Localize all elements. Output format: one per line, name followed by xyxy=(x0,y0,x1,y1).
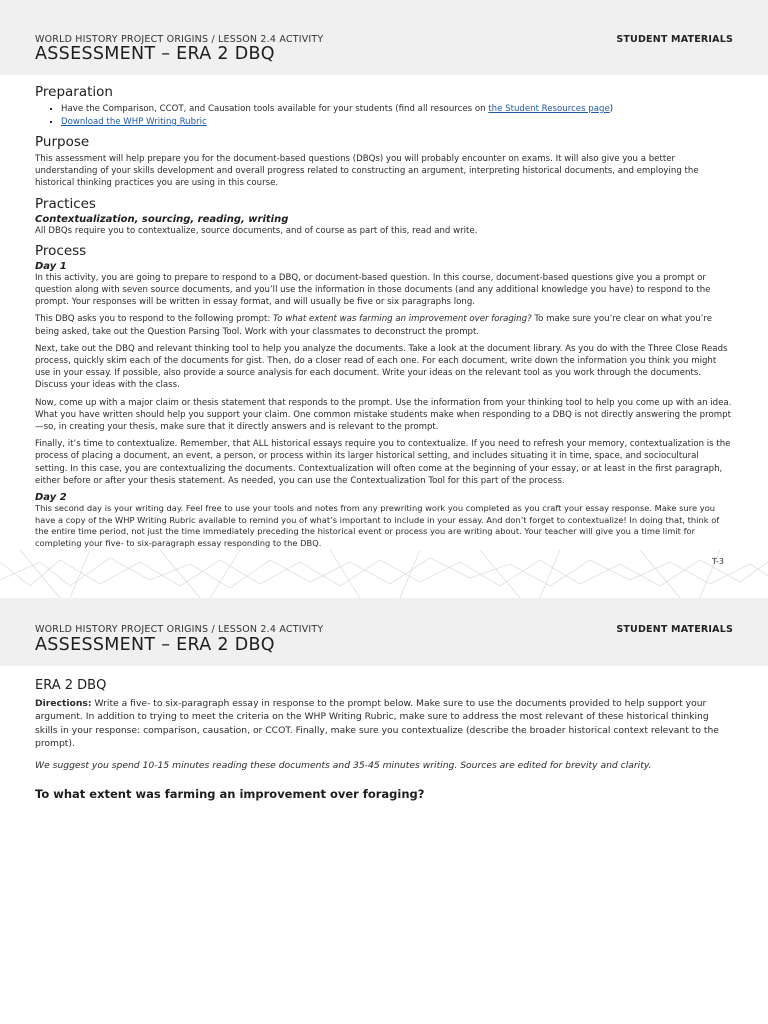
series-label: WORLD HISTORY PROJECT ORIGINS / LESSON 2.4 ACTIVITY xyxy=(35,34,324,45)
process-paragraph: Now, come up with a major claim or thesis statement that responds to the prompt. Use the information from your thinking tool to help you come up with an idea. What you have written should help you support your claim. One common mistake students make when responding to a DBQ is not directly answering the prompt—so, in creating your thesis, make sure that it directly answers and is relevant to the prompt. xyxy=(35,397,732,433)
prompt-text: To what extent was farming an improvement over foraging? xyxy=(273,314,532,325)
time-suggestion: We suggest you spend 10-15 minutes reading these documents and 35-45 minutes writing. Sources are edited for brevity and clarity. xyxy=(35,759,652,771)
process-paragraph: This second day is your writing day. Feel free to use your tools and notes from any prewriting work you completed as you craft your essay response. Make sure you have a copy of the WHP Writing Rubric available to remind you of what’s important to include in your essay. And don’t forget to contextualize! In doing that, think of the entire time period, not just the time immediately preceding the historical event or process you are writing about. Your teacher will give you a time limit for completing your five- to six-paragraph essay responding to the DBQ. xyxy=(35,503,720,549)
preparation-item-text: Have the Comparison, CCOT, and Causation tools available for your students (find all resources on xyxy=(61,104,489,114)
process-paragraph: Next, take out the DBQ and relevant thinking tool to help you analyze the documents. Take a look at the document library. As you do with the Three Close Reads process, quickly skim each of the documents for gist. Then, do a closer read of each one. For each document, write down the information you think you might use in your essay. If possible, also provide a source analysis for each document. Write your ideas on the relevant tool as you work through the documents. Discuss your ideas with the class. xyxy=(35,343,728,391)
series-label: WORLD HISTORY PROJECT ORIGINS / LESSON 2.4 ACTIVITY xyxy=(35,623,324,635)
list-item xyxy=(61,116,733,129)
page-header xyxy=(0,0,768,75)
page-header xyxy=(0,618,768,666)
page-2-content xyxy=(0,678,768,801)
practices-heading: Practices xyxy=(35,195,96,212)
student-resources-link[interactable]: the Student Resources page xyxy=(488,104,610,114)
process-paragraph: Finally, it’s time to contextualize. Remember, that ALL historical essays require you to contextualize. If you need to refresh your memory, contextualization is the process of placing a document, an event, a person, or process within its larger historical setting, and includes situating it in time, space, and sociocultural setting. In this case, you are contextualizing the documents. Contextualization will often come at the beginning of your essay, or at least in the first paragraph, either before or after your thesis statement. As needed, you can use the Contextualization Tool for this part of the process. xyxy=(35,439,731,486)
preparation-item-close: ) xyxy=(609,104,614,114)
decorative-footer-pattern xyxy=(0,550,768,598)
list-item xyxy=(61,103,733,116)
preparation-list xyxy=(35,103,733,128)
practices-subheading: Contextualization, sourcing, reading, writing xyxy=(35,213,289,225)
practices-text: All DBQs require you to contextualize, source documents, and of course as part of this, read and write. xyxy=(35,225,478,236)
student-materials-label: STUDENT MATERIALS xyxy=(616,34,733,45)
student-materials-label: STUDENT MATERIALS xyxy=(616,623,733,635)
process-heading: Process xyxy=(35,242,87,259)
preparation-heading: Preparation xyxy=(35,84,113,100)
page-number: T-3 xyxy=(711,556,724,566)
day-1-heading: Day 1 xyxy=(35,260,67,272)
dbq-heading: ERA 2 DBQ xyxy=(35,677,107,693)
purpose-heading: Purpose xyxy=(35,134,90,150)
writing-rubric-link[interactable]: Download the WHP Writing Rubric xyxy=(61,116,207,127)
page-title: ASSESSMENT – ERA 2 DBQ xyxy=(35,44,275,64)
purpose-text: This assessment will help prepare you for the document-based questions (DBQs) you will probably encounter on exams. It will also give you a better understanding of your skills development and overall progress related to constructing an argument, interpreting historical documents, and employing the historical thinking practices you are using in this course. xyxy=(35,154,699,189)
directions-body: Write a five- to six-paragraph essay in response to the prompt below. Make sure to use the documents provided to help support your argument. In addition to trying to meet the criteria on the WHP Writing Rubric, make sure to address the most relevant of these historical thinking skills in your response: comparison, causation, or CCOT. Finally, make sure you contextualize (describe the broader historical context relevant to the prompt). xyxy=(35,697,719,750)
page-2 xyxy=(0,598,768,801)
page-1-content xyxy=(0,84,768,550)
prompt-intro: This DBQ asks you to respond to the following prompt: xyxy=(35,314,274,325)
process-paragraph: In this activity, you are going to prepare to respond to a DBQ, or document-based question. In this course, document-based questions give you a prompt or question along with seven source documents, and you’ll use the information in those documents (and any additional knowledge you have) to respond to the prompt. Your responses will be written in essay format, and will usually be five or six paragraphs long. xyxy=(35,272,711,308)
page-gap xyxy=(0,598,768,618)
dbq-question: To what extent was farming an improvement over foraging? xyxy=(35,786,425,801)
page-title: ASSESSMENT – ERA 2 DBQ xyxy=(35,634,275,655)
triangle-pattern-graphic xyxy=(0,550,768,598)
directions-label: Directions: xyxy=(35,697,92,709)
process-paragraph xyxy=(35,313,733,337)
directions-text xyxy=(35,697,733,751)
prompt-followup: To make sure you’re clear on what you’re being asked, take out the Question Parsing Tool. Work with your classmates to deconstruct the prompt. xyxy=(35,314,713,337)
day-2-heading: Day 2 xyxy=(35,492,67,504)
